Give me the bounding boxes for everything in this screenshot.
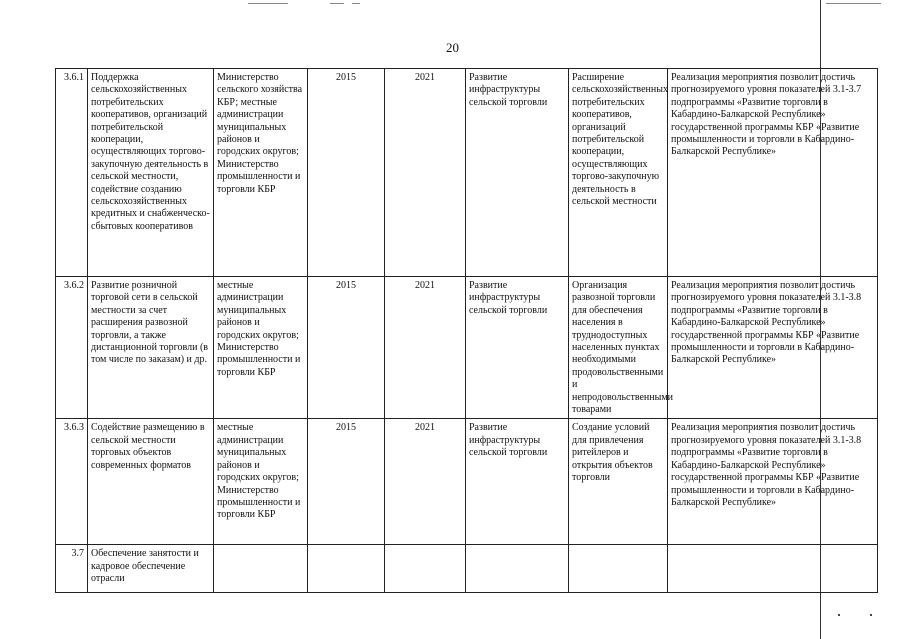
start-year-cell: 2015 — [308, 419, 385, 545]
table-row — [56, 69, 878, 277]
table-row — [56, 545, 878, 593]
activity-cell: Развитие розничной торговой сети в сельской местности за счет расширения развозной торговли, а также дистанционной торговли (в том числе по заказам) и др. — [88, 277, 214, 419]
direction-cell: Развитие инфраструктуры сельской торговли — [466, 277, 569, 419]
scan-mark — [826, 3, 881, 4]
start-year-cell: 2015 — [308, 69, 385, 277]
activity-cell: Поддержка сельскохозяйственных потребительских кооперативов, организаций потребительской кооперации, осуществляющих торгово-закупочную деятельность в сельской местности, содействие созданию сельскохозяйственных кредитных и снабженческо-сбытовых кооперативов — [88, 69, 214, 277]
direction-cell: Развитие инфраструктуры сельской торговли — [466, 69, 569, 277]
page-number: 20 — [446, 40, 459, 55]
scan-mark — [248, 3, 288, 4]
activity-cell: Содействие размещению в сельской местности торговых объектов современных форматов — [88, 419, 214, 545]
executor-cell: местные администрации муниципальных районов и городских округов; Министерство промышленности и торговли КБР — [214, 277, 308, 419]
start-year-cell — [308, 545, 385, 593]
result-cell — [569, 545, 668, 593]
scan-mark — [838, 614, 840, 616]
table-row — [56, 419, 878, 545]
table-row — [56, 277, 878, 419]
end-year-cell: 2021 — [385, 419, 466, 545]
end-year-cell: 2021 — [385, 69, 466, 277]
direction-cell — [466, 545, 569, 593]
measures-table — [55, 68, 878, 593]
indicator-link-cell — [668, 545, 878, 593]
row-number: 3.6.3 — [56, 419, 88, 545]
executor-cell: местные администрации муниципальных районов и городских округов; Министерство промышленности и торговли КБР — [214, 419, 308, 545]
result-cell: Расширение сельскохозяйственных потребительских кооперативов, организаций потребительской кооперации, осуществляющих торгово-закупочную деятельность в сельской местности — [569, 69, 668, 277]
scan-mark — [870, 614, 872, 616]
scan-mark — [352, 3, 360, 4]
row-number: 3.6.2 — [56, 277, 88, 419]
end-year-cell — [385, 545, 466, 593]
indicator-link-cell: Реализация мероприятия позволит достичь прогнозируемого уровня показателей 3.1-3.8 подпрограммы «Развитие торговли в Кабардино-Балкарской Республике» государственной программы КБР «Развитие промышленности и торговли в Кабардино-Балкарской Республике» — [668, 277, 878, 419]
executor-cell: Министерство сельского хозяйства КБР; местные администрации муниципальных районов и городских округов; Министерство промышленности и торговли КБР — [214, 69, 308, 277]
indicator-link-cell: Реализация мероприятия позволит достичь прогнозируемого уровня показателей 3.1-3.8 подпрограммы «Развитие торговли в Кабардино-Балкарской Республике» государственной программы КБР «Развитие промышленности и торговли в Кабардино-Балкарской Республике» — [668, 419, 878, 545]
end-year-cell: 2021 — [385, 277, 466, 419]
activity-cell: Обеспечение занятости и кадровое обеспечение отрасли — [88, 545, 214, 593]
indicator-link-cell: Реализация мероприятия позволит достичь прогнозируемого уровня показателей 3.1-3.7 подпрограммы «Развитие торговли в Кабардино-Балкарской Республике» государственной программы КБР «Развитие промышленности и торговли в Кабардино-Балкарской Республике» — [668, 69, 878, 277]
scan-mark — [330, 3, 344, 4]
result-cell: Создание условий для привлечения ритейлеров и открытия объектов торговли — [569, 419, 668, 545]
executor-cell — [214, 545, 308, 593]
row-number: 3.6.1 — [56, 69, 88, 277]
result-cell: Организация развозной торговли для обеспечения населения в труднодоступных населенных пунктах необходимыми продовольственными и непродовольственными товарами — [569, 277, 668, 419]
row-number: 3.7 — [56, 545, 88, 593]
direction-cell: Развитие инфраструктуры сельской торговли — [466, 419, 569, 545]
start-year-cell: 2015 — [308, 277, 385, 419]
